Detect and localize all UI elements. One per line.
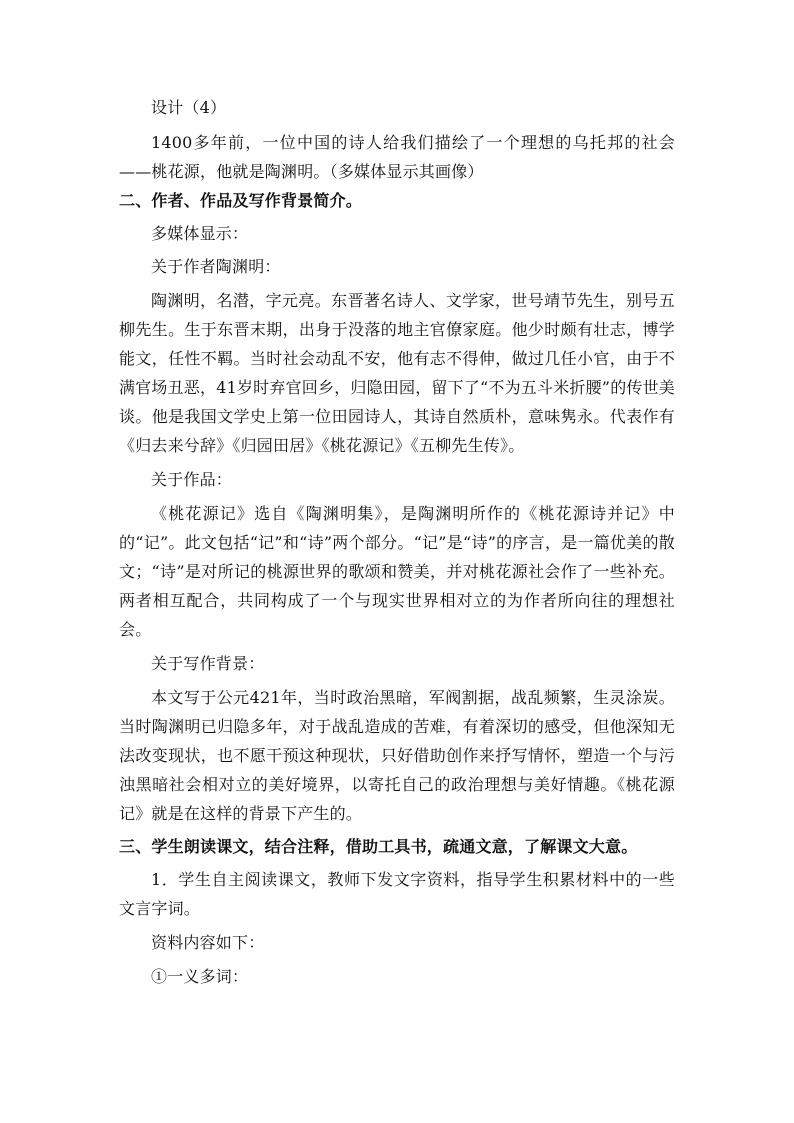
author-label: 关于作者陶渊明：: [151, 257, 281, 276]
intro-paragraph: 1400多年前，一位中国的诗人给我们描绘了一个理想的乌托邦的社会——桃花源，他就是陶渊明。（多媒体显示其画像）: [119, 133, 675, 181]
material-label: 资料内容如下：: [151, 933, 265, 952]
author-paragraph: 陶渊明，名潜，字元亮。东晋著名诗人、文学家，世号靖节先生，别号五柳先生。生于东晋末期，出身于没落的地主官僚家庭。他少时颇有壮志，博学能文，任性不羁。当时社会动乱不安，他有志不得伸，做过几任小官，由于不满官场丑恶，41岁时弃官回乡，归隐田园，留下了“不为五斗米折腰”的传世美谈。他是我国文学史上第一位田园诗人，其诗自然质朴，意味隽永。代表作有《归去来兮辞》《归园田居》《桃花源记》《五柳先生传》。: [119, 291, 675, 455]
section-heading-reading: 三、学生朗读课文，结合注释，借助工具书，疏通文意，了解课文大意。: [119, 837, 638, 856]
multimedia-label: 多媒体显示：: [151, 224, 249, 243]
design-label: 设计（4）: [151, 98, 227, 117]
item-1-paragraph: 1．学生自主阅读课文，教师下发文字资料，指导学生积累材料中的一些文言字词。: [119, 870, 675, 918]
background-paragraph: 本文写于公元421年，当时政治黑暗，军阀割据，战乱频繁，生灵涂炭。当时陶渊明已归隐多年，对于战乱造成的苦难，有着深切的感受，但他深知无法改变现状，也不愿干预这种现状，只好借助创作来抒写情怀，塑造一个与污浊黑暗社会相对立的美好境界，以寄托自己的政治理想与美好情趣。《桃花源记》就是在这样的背景下产生的。: [119, 688, 675, 823]
section-heading-author-work-background: 二、作者、作品及写作背景简介。: [119, 191, 363, 210]
document-body: [119, 93, 675, 991]
subitem-1-label: ①一义多词：: [151, 967, 249, 986]
background-label: 关于写作背景：: [151, 654, 265, 673]
work-paragraph: 《桃花源记》选自《陶渊明集》，是陶渊明所作的《桃花源诗并记》中的“记”。此文包括“记”和“诗”两个部分。“记”是“诗”的序言，是一篇优美的散文；“诗”是对所记的桃源世界的歌颂和赞美，并对桃花源社会作了一些补充。两者相互配合，共同构成了一个与现实世界相对立的为作者所向往的理想社会。: [119, 504, 675, 639]
work-label: 关于作品：: [151, 470, 233, 489]
